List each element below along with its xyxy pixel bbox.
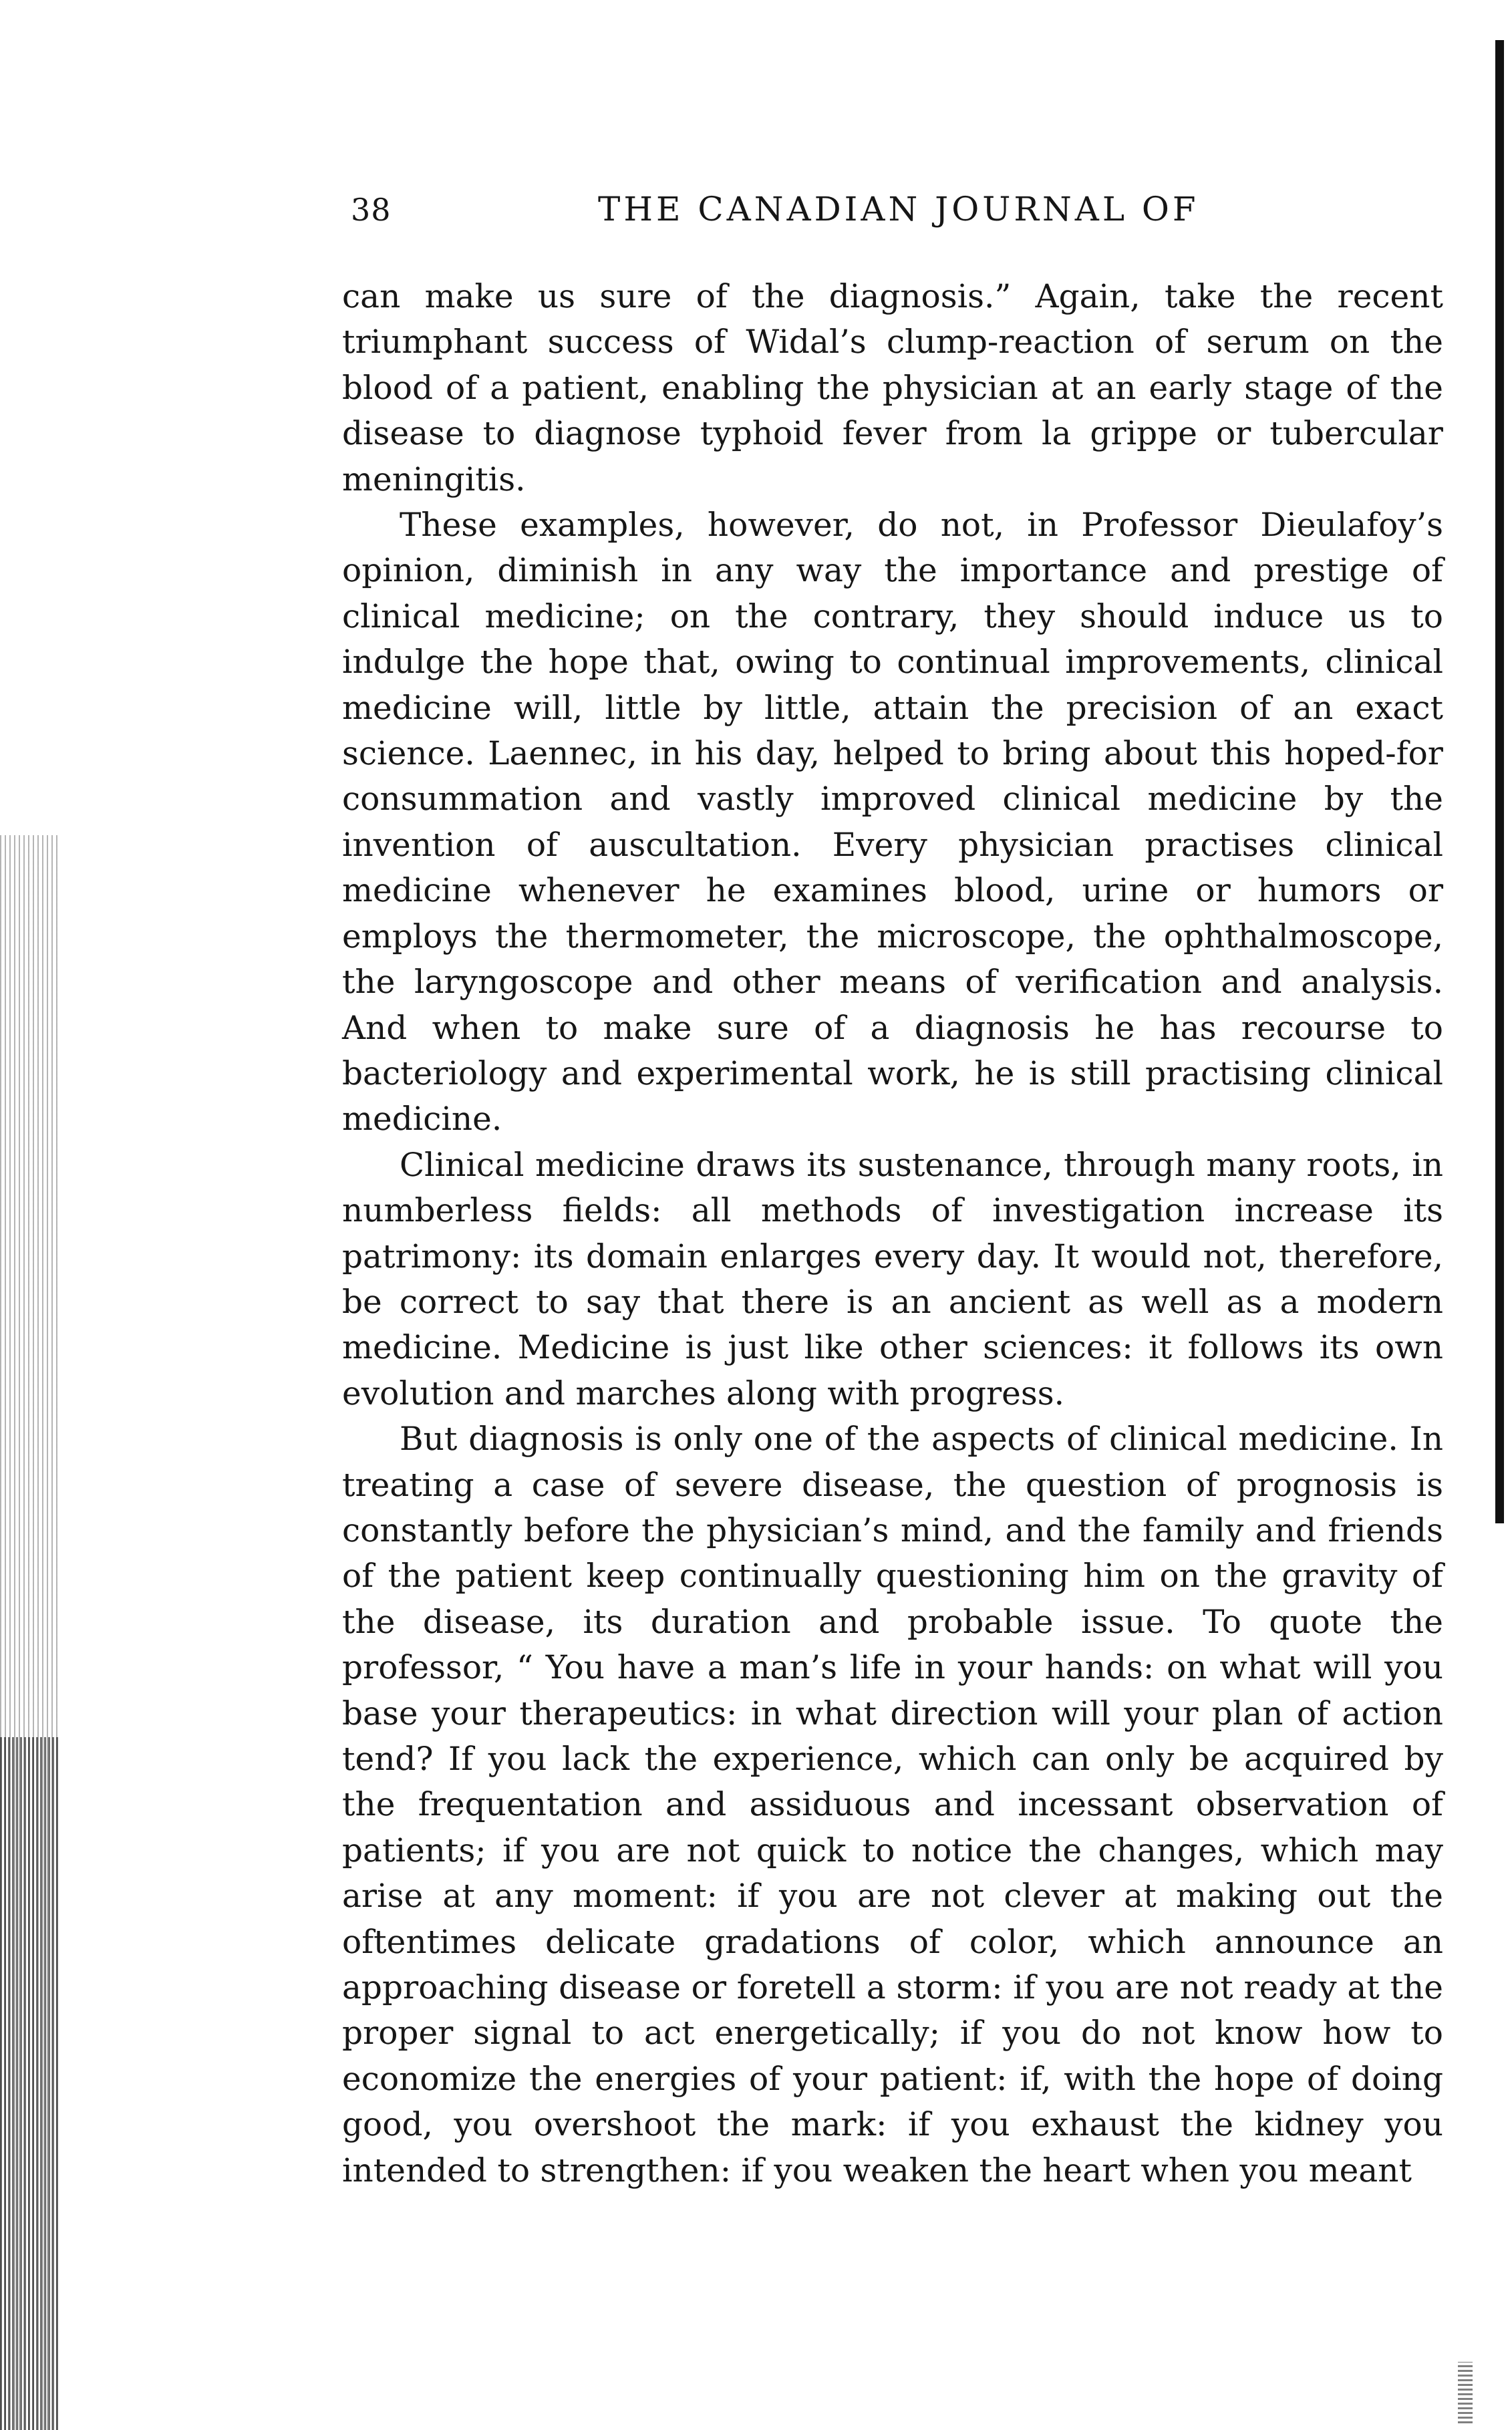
paragraph-clinical-medicine-examples: These examples, however, do not, in Professor Dieulafoy’s opinion, diminish in any way the importance and prestige of clinical medicine; on the contrary, they should induce us to indulge the hope that, owing to continual improvements, clinical medicine will, little by little, attain the precision of an exact science. Laennec, in his day, helped to bring about this hoped-for consummation and vastly improved clinical medicine by the invention of auscultation. Every physician practises clinical medicine whenever he examines blood, urine or humors or employs the thermometer, the microscope, the ophthalmoscope, the laryngoscope and other means of verification and analysis. And when to make sure of a diagnosis he has recourse to bacteriology and experimental work, he is still practising clinical medicine. xyxy=(342,506,1443,1138)
article-body xyxy=(342,274,1443,2193)
paragraph-diagnosis-and-prognosis: But diagnosis is only one of the aspects of clinical medicine. In treating a case of severe disease, the question of prognosis is constantly before the physician’s mind, and the family and friends of the patient keep continually questioning him on the gravity of the disease, its duration and probable issue. To quote the professor, “ You have a man’s life in your hands: on what will you base your therapeutics: in what direction will your plan of action tend? If you lack the experience, which can only be acquired by the frequentation and assiduous and incessant observation of patients; if you are not quick to notice the changes, which may arise at any moment: if you are not clever at making out the oftentimes delicate gradations of color, which announce an approaching disease or foretell a storm: if you are not ready at the proper signal to act energetically; if you do not know how to economize the energies of your patient: if, with the hope of doing good, you overshoot the mark: if you exhaust the kidney you intended to strengthen: if you weaken the heart when you meant xyxy=(342,1420,1443,2189)
running-head: THE CANADIAN JOURNAL OF xyxy=(598,190,1199,229)
paragraph-clinical-medicine-sustenance: Clinical medicine draws its sustenance, through many roots, in numberless fields: all methods of investigation increase its patrimony: its domain enlarges every day. It would not, therefore, be correct to say that there is an ancient as well as a modern medicine. Medicine is just like other sciences: it follows its own evolution and marches along with progress. xyxy=(342,1146,1443,1412)
paragraph-continuation: can make us sure of the diagnosis.” Again, take the recent triumphant success of Widal’s clump-reaction of serum on the blood of a patient, enabling the physician at an early stage of the disease to diagnose typhoid fever from la grippe or tubercular meningitis. xyxy=(342,278,1443,498)
right-scan-edge-rule xyxy=(1495,40,1504,1523)
page-header xyxy=(351,190,1447,237)
left-scan-edge-dark-noise xyxy=(0,1737,60,2430)
page-number: 38 xyxy=(351,192,392,228)
bottom-right-scan-mark xyxy=(1458,2362,1473,2423)
